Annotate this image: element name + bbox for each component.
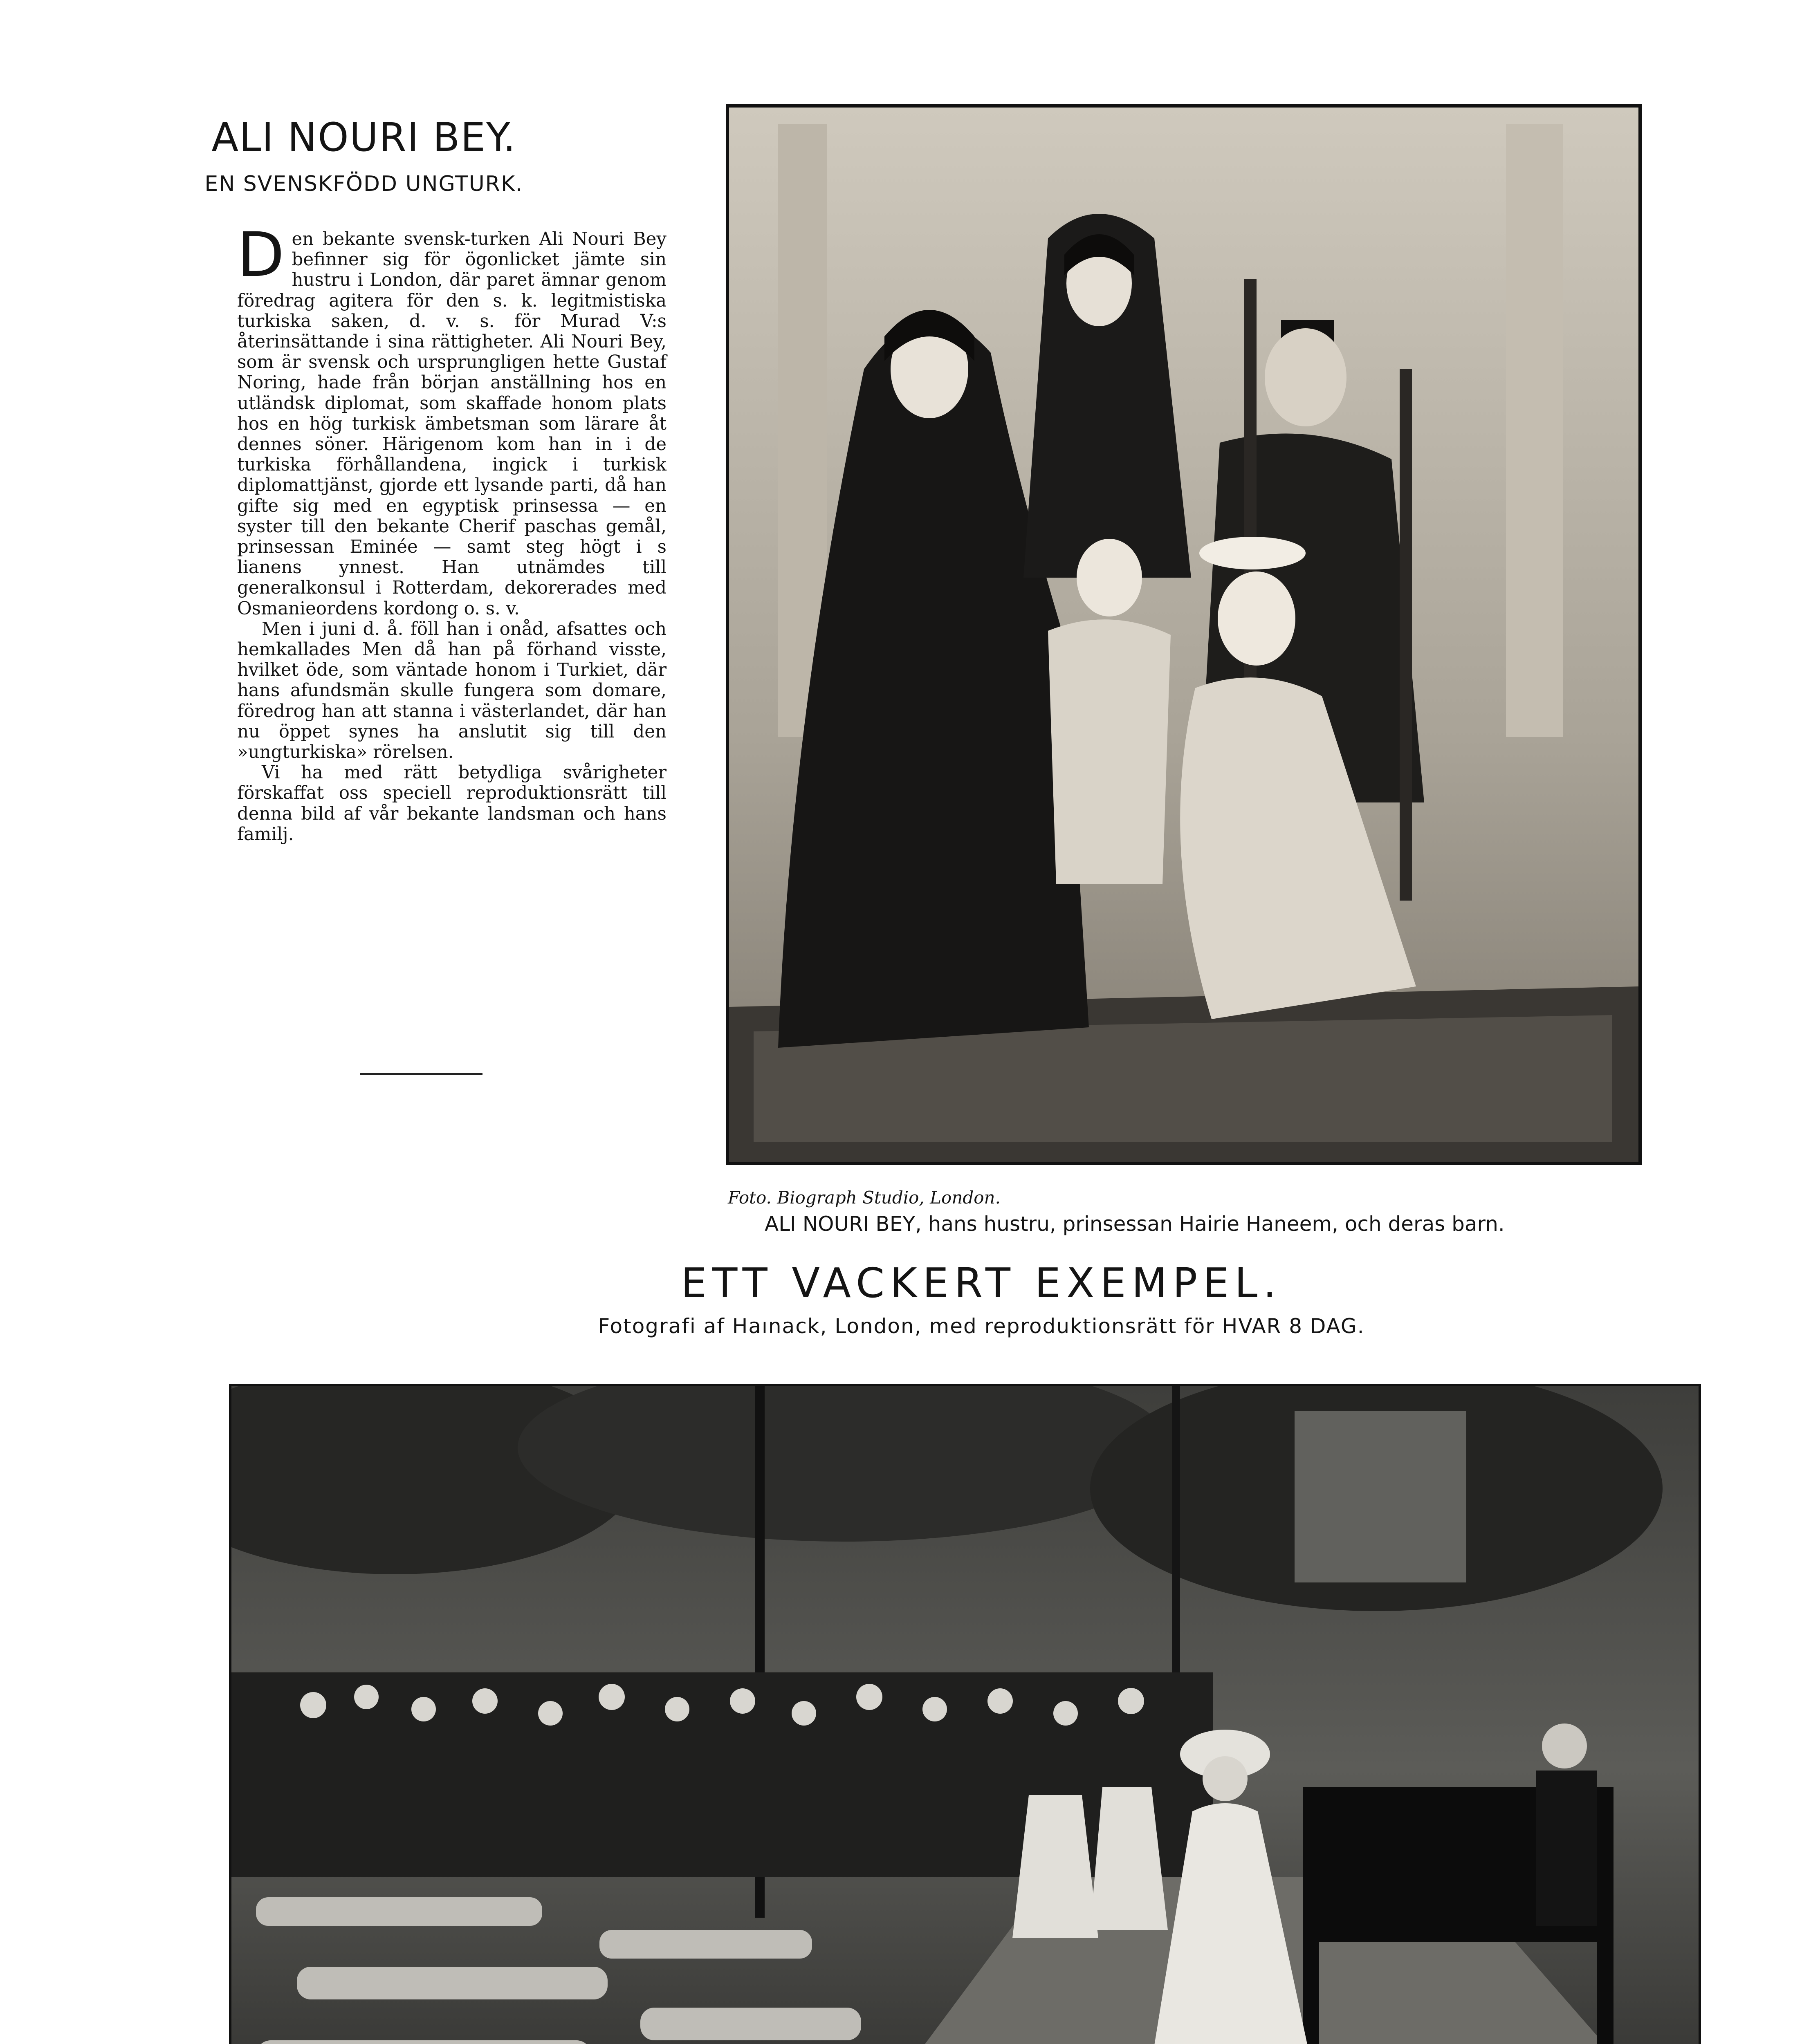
hospital-concert-photo <box>229 1384 1701 2044</box>
article-paragraph <box>237 220 667 619</box>
photo-caption: ALI NOURI BEY, hans hustru, prinsessan Hairie Haneem, och deras barn. <box>765 1212 1505 1236</box>
article-body <box>237 220 667 845</box>
article-title: ETT VACKERT EXEMPEL. <box>681 1259 1282 1307</box>
paragraph-text: en bekante svensk-turken Ali Nouri Bey befinner sig för ögonlicket jämte sin hustru i London, där paret ämnar genom föredrag agitera för den s. k. legitmistiska turkiska saken, d. v. s. för Murad V:s återinsättande i sina rättigheter. Ali Nouri Bey, som är svensk och ursprungligen hette Gustaf Noring, hade från början anställning hos en utländsk diplomat, som skaffade honom plats hos en hög turkisk ämbetsman som lärare åt dennes söner. Härigenom kom han in i de turkiska förhållandena, ingick i turkisk diplomattjänst, gjorde ett lysande parti, då han gifte sig med en egyptisk prinsessa — en syster till den bekante Cherif paschas gemål, prinsessan Eminée — samt steg högt i s lianens ynnest. Han utnämdes till generalkonsul i Rotterdam, dekorerades med Osmanieordens kordong o. s. v. <box>237 229 667 619</box>
article-subtitle: EN SVENSKFÖDD UNGTURK. <box>204 172 523 196</box>
article-title: ALI NOURI BEY. <box>211 114 516 160</box>
section-divider <box>360 1073 482 1075</box>
article-subtitle: Fotografi af Haınack, London, med reproduktionsrätt för HVAR 8 DAG. <box>598 1314 1365 1338</box>
article-paragraph: Men i juni d. å. föll han i onåd, afsattes och hemkallades Men då han på förhand visste, hvilket öde, som väntade honom i Turkiet, där hans afundsmän skulle fungera som domare, föredrog han att stanna i västerlandet, där han nu öppet synes ha anslutit sig till den »ungturkiska» rörelsen. <box>237 619 667 763</box>
hospital-concert-illustration <box>231 1386 1699 2044</box>
photo-credit: Foto. Biograph Studio, London. <box>728 1188 1001 1208</box>
drop-cap: D <box>237 220 285 291</box>
article-paragraph: Vi ha med rätt betydliga svårigheter förskaffat oss speciell reproduktionsrätt till denna bild af vår bekante landsman och hans familj. <box>237 762 667 845</box>
family-portrait-photo <box>726 104 1642 1165</box>
family-portrait-illustration <box>729 108 1638 1162</box>
